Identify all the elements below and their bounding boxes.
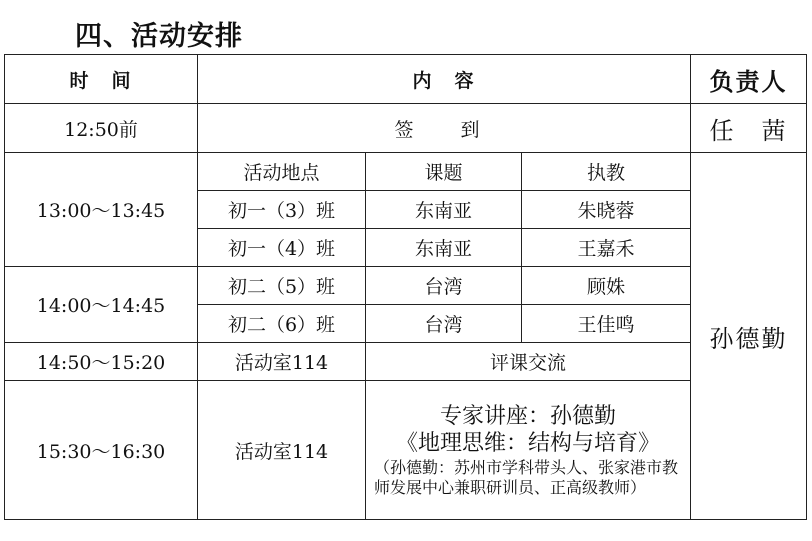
topic-cell: 东南亚: [366, 229, 522, 267]
lecture-speaker: 专家讲座：孙德勤: [440, 403, 617, 429]
teacher-cell: 王佳鸣: [522, 305, 691, 343]
location-cell: 初二（6）班: [198, 305, 366, 343]
session3-location: 活动室114: [198, 343, 366, 381]
signin-person: 任 茜: [691, 104, 807, 153]
col-location: 活动地点: [198, 153, 366, 191]
session2-time: 14:00～14:45: [5, 267, 198, 343]
topic-cell: 东南亚: [366, 191, 522, 229]
topic-cell: 台湾: [366, 267, 522, 305]
lecture-topic: 《地理思维：结构与培育》: [396, 431, 661, 456]
col-topic: 课题: [366, 153, 522, 191]
teacher-cell: 王嘉禾: [522, 229, 691, 267]
section-title: 四、活动安排: [75, 21, 243, 52]
responsible-main: 孙德勤: [691, 153, 807, 520]
topic-cell: 台湾: [366, 305, 522, 343]
location-cell: 初二（5）班: [198, 267, 366, 305]
session4-location: 活动室114: [198, 381, 366, 520]
header-time: 时 间: [5, 55, 198, 104]
session4-row: [5, 381, 807, 520]
signin-time: 12:50前: [5, 104, 198, 153]
session3-row: [5, 343, 807, 381]
schedule-table: [4, 54, 807, 520]
session3-content: 评课交流: [366, 343, 691, 381]
header-row: [5, 55, 807, 104]
location-cell: 初一（3）班: [198, 191, 366, 229]
teacher-cell: 顾姝: [522, 267, 691, 305]
location-cell: 初一（4）班: [198, 229, 366, 267]
lecture-cell: [366, 381, 691, 520]
lecture-note: （孙德勤：苏州市学科带头人、张家港市教师发展中心兼职研训员、正高级教师）: [374, 457, 679, 497]
signin-row: [5, 104, 807, 153]
signin-content: 签 到: [198, 104, 691, 153]
session1-time: 13:00～13:45: [5, 153, 198, 267]
header-content: 内 容: [198, 55, 691, 104]
table-row: [5, 267, 807, 305]
session1-subheader-row: [5, 153, 807, 191]
teacher-cell: 朱晓蓉: [522, 191, 691, 229]
header-person: 负责人: [691, 55, 807, 104]
col-teacher: 执教: [522, 153, 691, 191]
session4-time: 15:30～16:30: [5, 381, 198, 520]
session3-time: 14:50～15:20: [5, 343, 198, 381]
